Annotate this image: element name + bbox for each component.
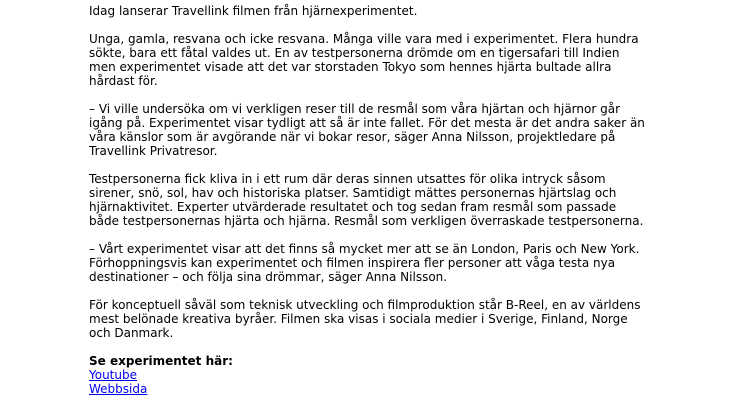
participants-paragraph: Unga, gamla, resvana och icke resvana. Många ville vara med i experimentet. Flera hundra sökte, bara ett fåtal valdes ut. En av testpersonerna drömde om en tigersafari till Indien men experimentet visade att det var storstaden Tokyo som hennes hjärta bultade allra hårdast för. [89,32,639,88]
quote-paragraph-1: – Vi ville undersöka om vi verkligen reser till de resmål som våra hjärtan och hjärnor går igång på. Experimentet visar tydligt att så är inte fallet. För det mesta är det andra saker än våra känslor som är avgörande när vi bokar resor, säger Anna Nilsson, projektledare på Travellink Privatresor. [89,102,645,158]
links-heading: Se experimentet här: [89,354,233,368]
document-body [89,4,689,396]
method-paragraph: Testpersonerna fick kliva in i ett rum där deras sinnen utsattes för olika intryck såsom sirener, snö, sol, hav och historiska platser. Samtidigt mättes personernas hjärtslag och hjärnaktivitet. Experter utvärderade resultatet och tog sedan fram resmål som passade både testpersonernas hjärta och hjärna. Resmål som verkligen överraskade testpersonerna. [89,172,644,228]
quote-paragraph-2: – Vårt experimentet visar att det finns så mycket mer att se än London, Paris och New York. Förhoppningsvis kan experimentet och filmen inspirera fler personer att våga testa nya destinationer – och följa sina drömmar, säger Anna Nilsson. [89,242,640,284]
youtube-link[interactable]: Youtube [89,368,137,382]
intro-paragraph: Idag lanserar Travellink filmen från hjärnexperimentet. [89,4,418,18]
production-paragraph: För konceptuell såväl som teknisk utveckling och filmproduktion står B-Reel, en av världens mest belönade kreativa byråer. Filmen ska visas i sociala medier i Sverige, Finland, Norge och Danmark. [89,298,641,340]
webbsida-link[interactable]: Webbsida [89,382,148,396]
